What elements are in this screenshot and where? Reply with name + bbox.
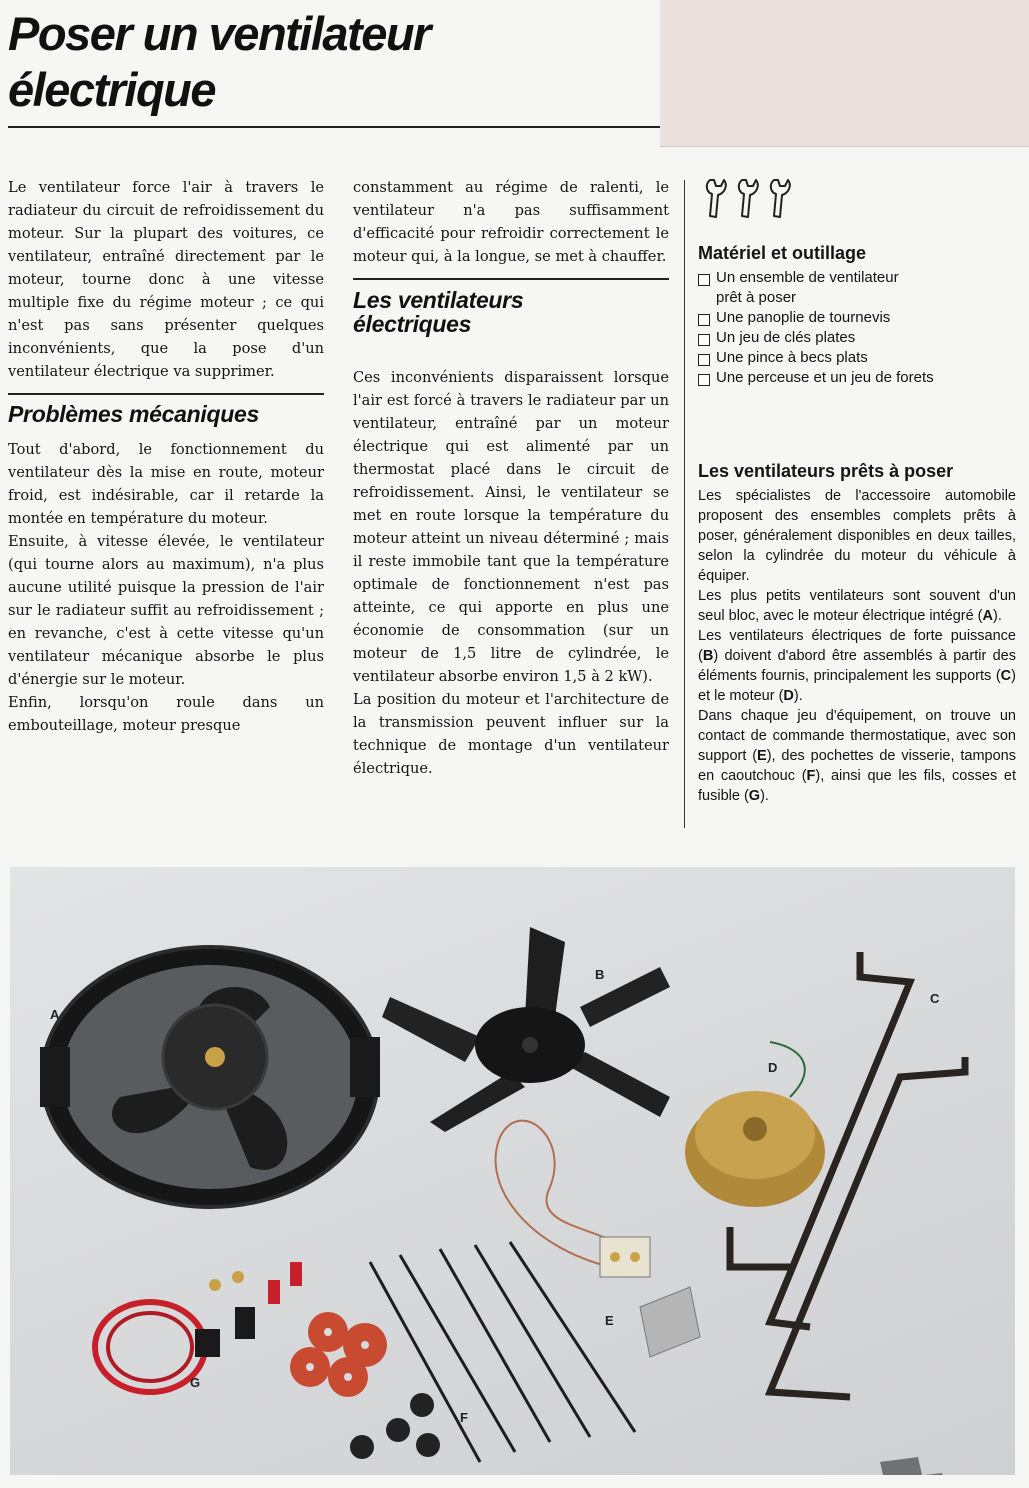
tools-heading: Matériel et outillage <box>698 243 867 263</box>
checklist-item-label: Une pince à becs plats <box>716 349 868 366</box>
tools-checklist <box>698 268 1016 388</box>
checklist-item <box>698 328 1016 348</box>
kit-photo <box>10 867 1015 1475</box>
paragraph: constamment au régime de ralenti, le ventilateur n'a pas suffisamment d'efficacité pour refroidir correctement le moteur qui, à la longue, se met à chauffer. <box>353 179 669 265</box>
photo-label-b: B <box>595 967 605 982</box>
checklist-item-label: Un jeu de clés plates <box>716 329 856 346</box>
kit-paragraph: Les ventilateurs électriques de forte puissance (B) doivent d'abord être assemblés à partir des éléments fournis, principalement les supports (C) et le moteur (D). <box>698 628 1016 704</box>
heading-line-1: Les ventilateurs <box>353 287 524 313</box>
heading-ventilateurs-electriques <box>353 288 669 336</box>
sidebar-column <box>698 176 1016 806</box>
checkbox-icon <box>698 374 710 386</box>
wiring-g <box>95 1262 302 1392</box>
heading-line-2: électriques <box>353 311 472 337</box>
checklist-item <box>698 308 1016 328</box>
checkbox-icon <box>698 334 710 346</box>
thermostat-e <box>496 1121 700 1357</box>
checkbox-icon <box>698 274 710 286</box>
photo-label-c: C <box>930 991 940 1006</box>
difficulty-rating <box>704 176 1016 232</box>
checklist-item-label: Un ensemble de ventilateur <box>716 269 899 286</box>
fan-blades-b <box>382 927 670 1132</box>
title-line-1: Poser un ventilateur <box>8 7 430 60</box>
column-2 <box>353 176 669 780</box>
photo-label-f: F <box>460 1410 468 1425</box>
kit-paragraph: Dans chaque jeu d'équipement, on trouve un contact de commande thermostatique, avec son support (E), des pochettes de visserie, tampons en caoutchouc (F), ainsi que les fils, cosses et fusible (G). <box>698 708 1016 804</box>
heading-problemes-mecaniques: Problèmes mécaniques <box>8 401 259 427</box>
photo-label-e: E <box>605 1313 614 1328</box>
paragraph: Tout d'abord, le fonctionnement du ventilateur dès la mise en route, moteur froid, est indésirable, car il retarde la montée en température du moteur. <box>8 441 324 527</box>
column-1 <box>8 176 324 737</box>
checklist-item <box>698 348 1016 368</box>
photo-label-g: G <box>190 1375 201 1390</box>
motor-d <box>685 1042 825 1207</box>
section-rule <box>353 278 669 280</box>
photo-label-a: A <box>50 1007 60 1022</box>
checklist-item <box>698 268 1016 308</box>
section-rule <box>8 393 324 395</box>
header-color-block <box>660 0 1029 147</box>
title-rule <box>8 126 663 128</box>
pad-drawing <box>850 1457 946 1475</box>
paragraph: La position du moteur et l'architecture de la transmission peuvent influer sur la technique de montage d'un ventilateur électrique. <box>353 691 669 777</box>
column-divider <box>684 180 685 828</box>
rubber-washers-f <box>290 1312 440 1459</box>
title-line-2: électrique <box>8 63 216 116</box>
checklist-item <box>698 368 1016 388</box>
paragraph: Ensuite, à vitesse élevée, le ventilateur (qui tourne alors au maximum), n'a plus aucune utilité puisque la pression de l'air sur le radiateur suffit au refroidissement ; en revanche, c'est à cette vitesse qu'un ventilateur mécanique absorbe le plus d'énergie sur le moteur. <box>8 533 324 688</box>
checklist-item-label: Une panoplie de tournevis <box>716 309 891 326</box>
checklist-item-label: Une perceuse et un jeu de forets <box>716 369 934 386</box>
fan-assembly-a <box>40 947 380 1207</box>
wrench-icon <box>704 176 732 220</box>
wrench-icon <box>768 176 796 220</box>
checklist-item-label: prêt à poser <box>716 289 797 306</box>
checkbox-icon <box>698 354 710 366</box>
page-title <box>8 6 658 126</box>
kit-paragraph: Les plus petits ventilateurs sont souvent d'un seul bloc, avec le moteur électrique intégré (A). <box>698 588 1016 624</box>
paragraph: Enfin, lorsqu'on roule dans un embouteillage, moteur presque <box>8 694 324 734</box>
wrench-icon <box>736 176 764 220</box>
paragraph: Ces inconvénients disparaissent lorsque l'air est forcé à travers le radiateur par un ventilateur, entraîné par un moteur électrique qui est alimenté par un thermostat placé dans le circuit de refroidissement. Ainsi, le ventilateur se met en route lorsque la température du moteur atteint un niveau déterminé ; mais il reste immobile tant que la température optimale de fonctionnement n'est pas atteinte, ce qui apporte en plus une économie de consommation (sur un moteur de 1,5 litre de cylindrée, le ventilateur absorbe environ 1,5 à 2 kW). <box>353 369 669 685</box>
kit-heading: Les ventilateurs prêts à poser <box>698 461 954 481</box>
intro-paragraph: Le ventilateur force l'air à travers le radiateur du circuit de refroidissement du moteur. Sur la plupart des voitures, ce ventilateur, entraîné directement par le moteur, tourne donc à une vitesse multiple fixe du régime moteur ; ce qui n'est pas sans présenter quelques inconvénients, que la pose d'un ventilateur électrique va supprimer. <box>8 179 324 380</box>
kit-paragraph: Les spécialistes de l'accessoire automobile proposent des ensembles complets prêts à poser, généralement disponibles en deux tailles, selon la cylindrée du moteur du véhicule à équiper. <box>698 488 1016 584</box>
kit-illustration <box>10 867 1015 1475</box>
photo-label-d: D <box>768 1060 778 1075</box>
checkbox-icon <box>698 314 710 326</box>
